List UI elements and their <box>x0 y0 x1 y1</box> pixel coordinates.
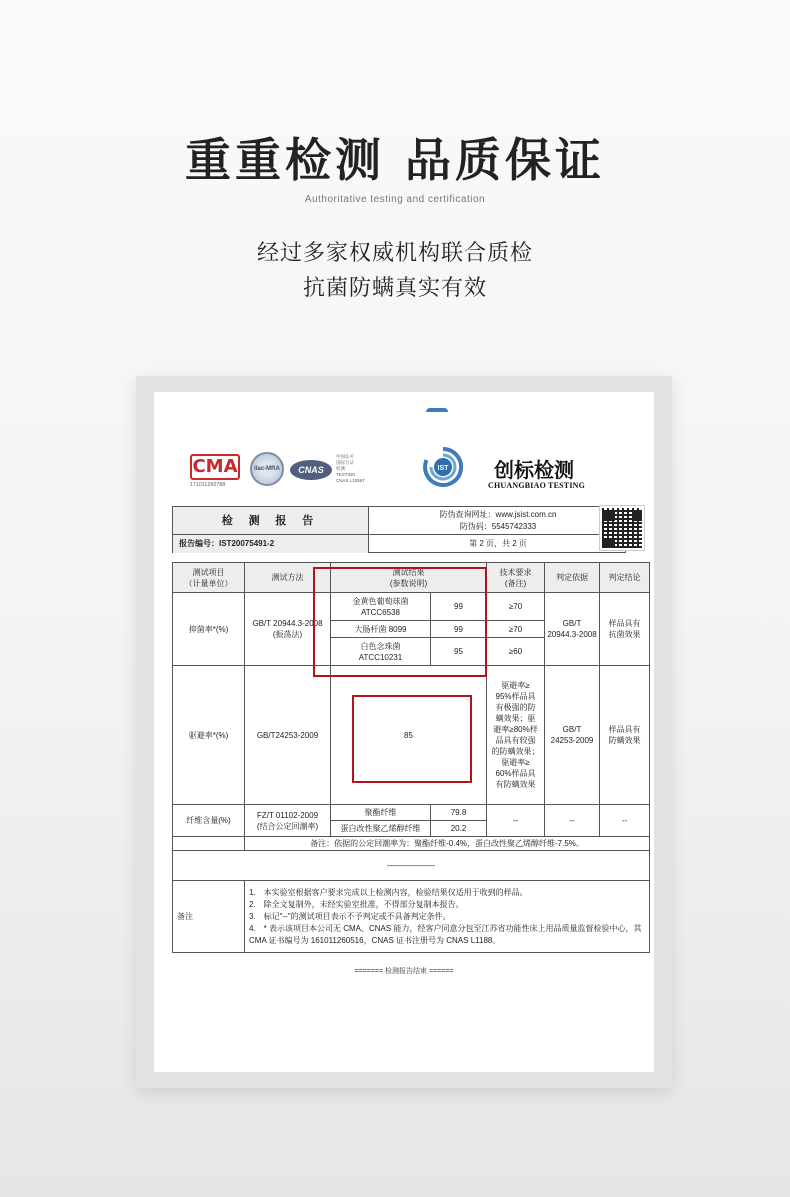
antibacterial-item: 抑菌率*(%) <box>173 593 245 666</box>
mite-value: 85 <box>331 666 487 805</box>
table-row <box>173 851 650 881</box>
ist-logo-text: IST <box>437 465 449 472</box>
table-row <box>173 666 650 805</box>
report-header <box>172 506 626 553</box>
cnas-caption: 中国认可 国际互认 检测 TESTING CNAS L10567 <box>336 454 365 483</box>
antibacterial-method: GB/T 20944.3-2008 (振荡法) <box>245 593 331 666</box>
paper-tab-mark <box>426 408 448 412</box>
fiber-method: FZ/T 01102-2009 (结合公定回潮率) <box>245 805 331 837</box>
divider-line: —————— <box>173 851 650 881</box>
intro-line-1: 经过多家权威机构联合质检 <box>256 241 533 266</box>
strain-value: 99 <box>431 621 487 638</box>
col-header-item: 测试项目 （计量单位） <box>173 563 245 593</box>
subhead: Authoritative testing and certification <box>304 194 486 205</box>
notes-label: 备注 <box>173 881 245 953</box>
strain-requirement: ≥70 <box>487 621 545 638</box>
test-results-table <box>172 562 650 953</box>
fiber-value: 20.2 <box>431 821 487 837</box>
col-header-conclusion: 判定结论 <box>600 563 650 593</box>
mite-basis: GB/T 24253-2009 <box>545 666 600 805</box>
fiber-remark: 备注：依据的公定回潮率为：聚酯纤维-0.4%，蛋白改性聚乙烯醇纤维-7.5%。 <box>245 837 650 851</box>
mite-conclusion: 样品具有 防螨效果 <box>600 666 650 805</box>
notes-content <box>245 881 650 953</box>
fiber-item: 纤维含量(%) <box>173 805 245 837</box>
note-item: 2. 除全文复制外，未经实验室批准，不得部分复制本报告。 <box>249 899 464 909</box>
report-title: 检 测 报 告 <box>173 507 369 535</box>
fiber-value: 79.8 <box>431 805 487 821</box>
table-row <box>173 805 650 821</box>
strain-name: 白色念珠菌 ATCC10231 <box>331 638 431 666</box>
cma-logo <box>190 454 246 488</box>
fiber-requirement: -- <box>487 805 545 837</box>
mite-requirement: 驱避率≥ 95%样品具 有极强的防 螨效果；驱 避率≥80%样 品具有较强 的防螨效果； 驱避率≥ 60%样品具 有防螨效果 <box>487 666 545 805</box>
strain-value: 99 <box>431 593 487 621</box>
fiber-name: 聚酯纤维 <box>331 805 431 821</box>
cnas-logo: CNAS <box>290 460 332 480</box>
anti-fake-code: 防伪码：5545742333 <box>459 522 537 531</box>
cma-number: 171011260788 <box>190 482 226 488</box>
strain-name: 大肠杆菌 8099 <box>331 621 431 638</box>
col-header-basis: 判定依据 <box>545 563 600 593</box>
report-number: 报告编号：IST20075491-2 <box>173 535 369 553</box>
report-paper <box>154 392 654 1072</box>
page-info: 第 2 页，共 2 页 <box>469 539 527 548</box>
table-header-row <box>173 563 650 593</box>
antibacterial-conclusion: 样品具有 抗菌效果 <box>600 593 650 666</box>
anti-fake-info <box>369 507 627 535</box>
report-end-line: ======= 检测报告结束 ====== <box>354 968 454 975</box>
note-item: 4. * 表示该项目本公司无 CMA、CNAS 能力，经客户同意分包至江苏省功能性床上用品质量监督检验中心，其 CMA 证书编号为 161011260516，CNAS 证书注册号为 CNAS L1188。 <box>249 923 642 945</box>
note-item: 3. 标记"--"的测试项目表示不予判定或不具备判定条件。 <box>249 911 451 921</box>
strain-name: 金黄色葡萄球菌 ATCC6538 <box>331 593 431 621</box>
col-header-result: 测试结果 (参数说明) <box>331 563 487 593</box>
fiber-conclusion: -- <box>600 805 650 837</box>
fiber-name: 蛋白改性聚乙烯醇纤维 <box>331 821 431 837</box>
col-header-method: 测试方法 <box>245 563 331 593</box>
notes-row <box>173 881 650 953</box>
cma-logo-mark: CMA <box>190 454 240 480</box>
intro-line-2: 抗菌防螨真实有效 <box>302 276 487 301</box>
mite-method: GB/T24253-2009 <box>245 666 331 805</box>
strain-requirement: ≥70 <box>487 593 545 621</box>
ist-logo-icon <box>422 446 464 488</box>
fiber-basis: -- <box>545 805 600 837</box>
mite-item: 驱避率*(%) <box>173 666 245 805</box>
table-row <box>173 837 650 851</box>
note-item: 1. 本实验室根据客户要求完成以上检测内容，检验结果仅适用于收到的样品。 <box>249 887 528 897</box>
headline: 重重检测 品质保证 <box>184 133 605 187</box>
strain-value: 95 <box>431 638 487 666</box>
strain-requirement: ≥60 <box>487 638 545 666</box>
anti-fake-website: 防伪查询网址：www.jsist.com.cn <box>439 510 557 519</box>
qr-code-icon <box>600 506 644 550</box>
brand-name-cn: 创标检测 <box>494 458 574 482</box>
brand-name-en: CHUANGBIAO TESTING <box>488 481 586 490</box>
table-row <box>173 593 650 621</box>
col-header-requirement: 技术要求 (备注) <box>487 563 545 593</box>
ilac-logo: ilac-MRA <box>250 452 284 486</box>
antibacterial-basis: GB/T 20944.3-2008 <box>545 593 600 666</box>
